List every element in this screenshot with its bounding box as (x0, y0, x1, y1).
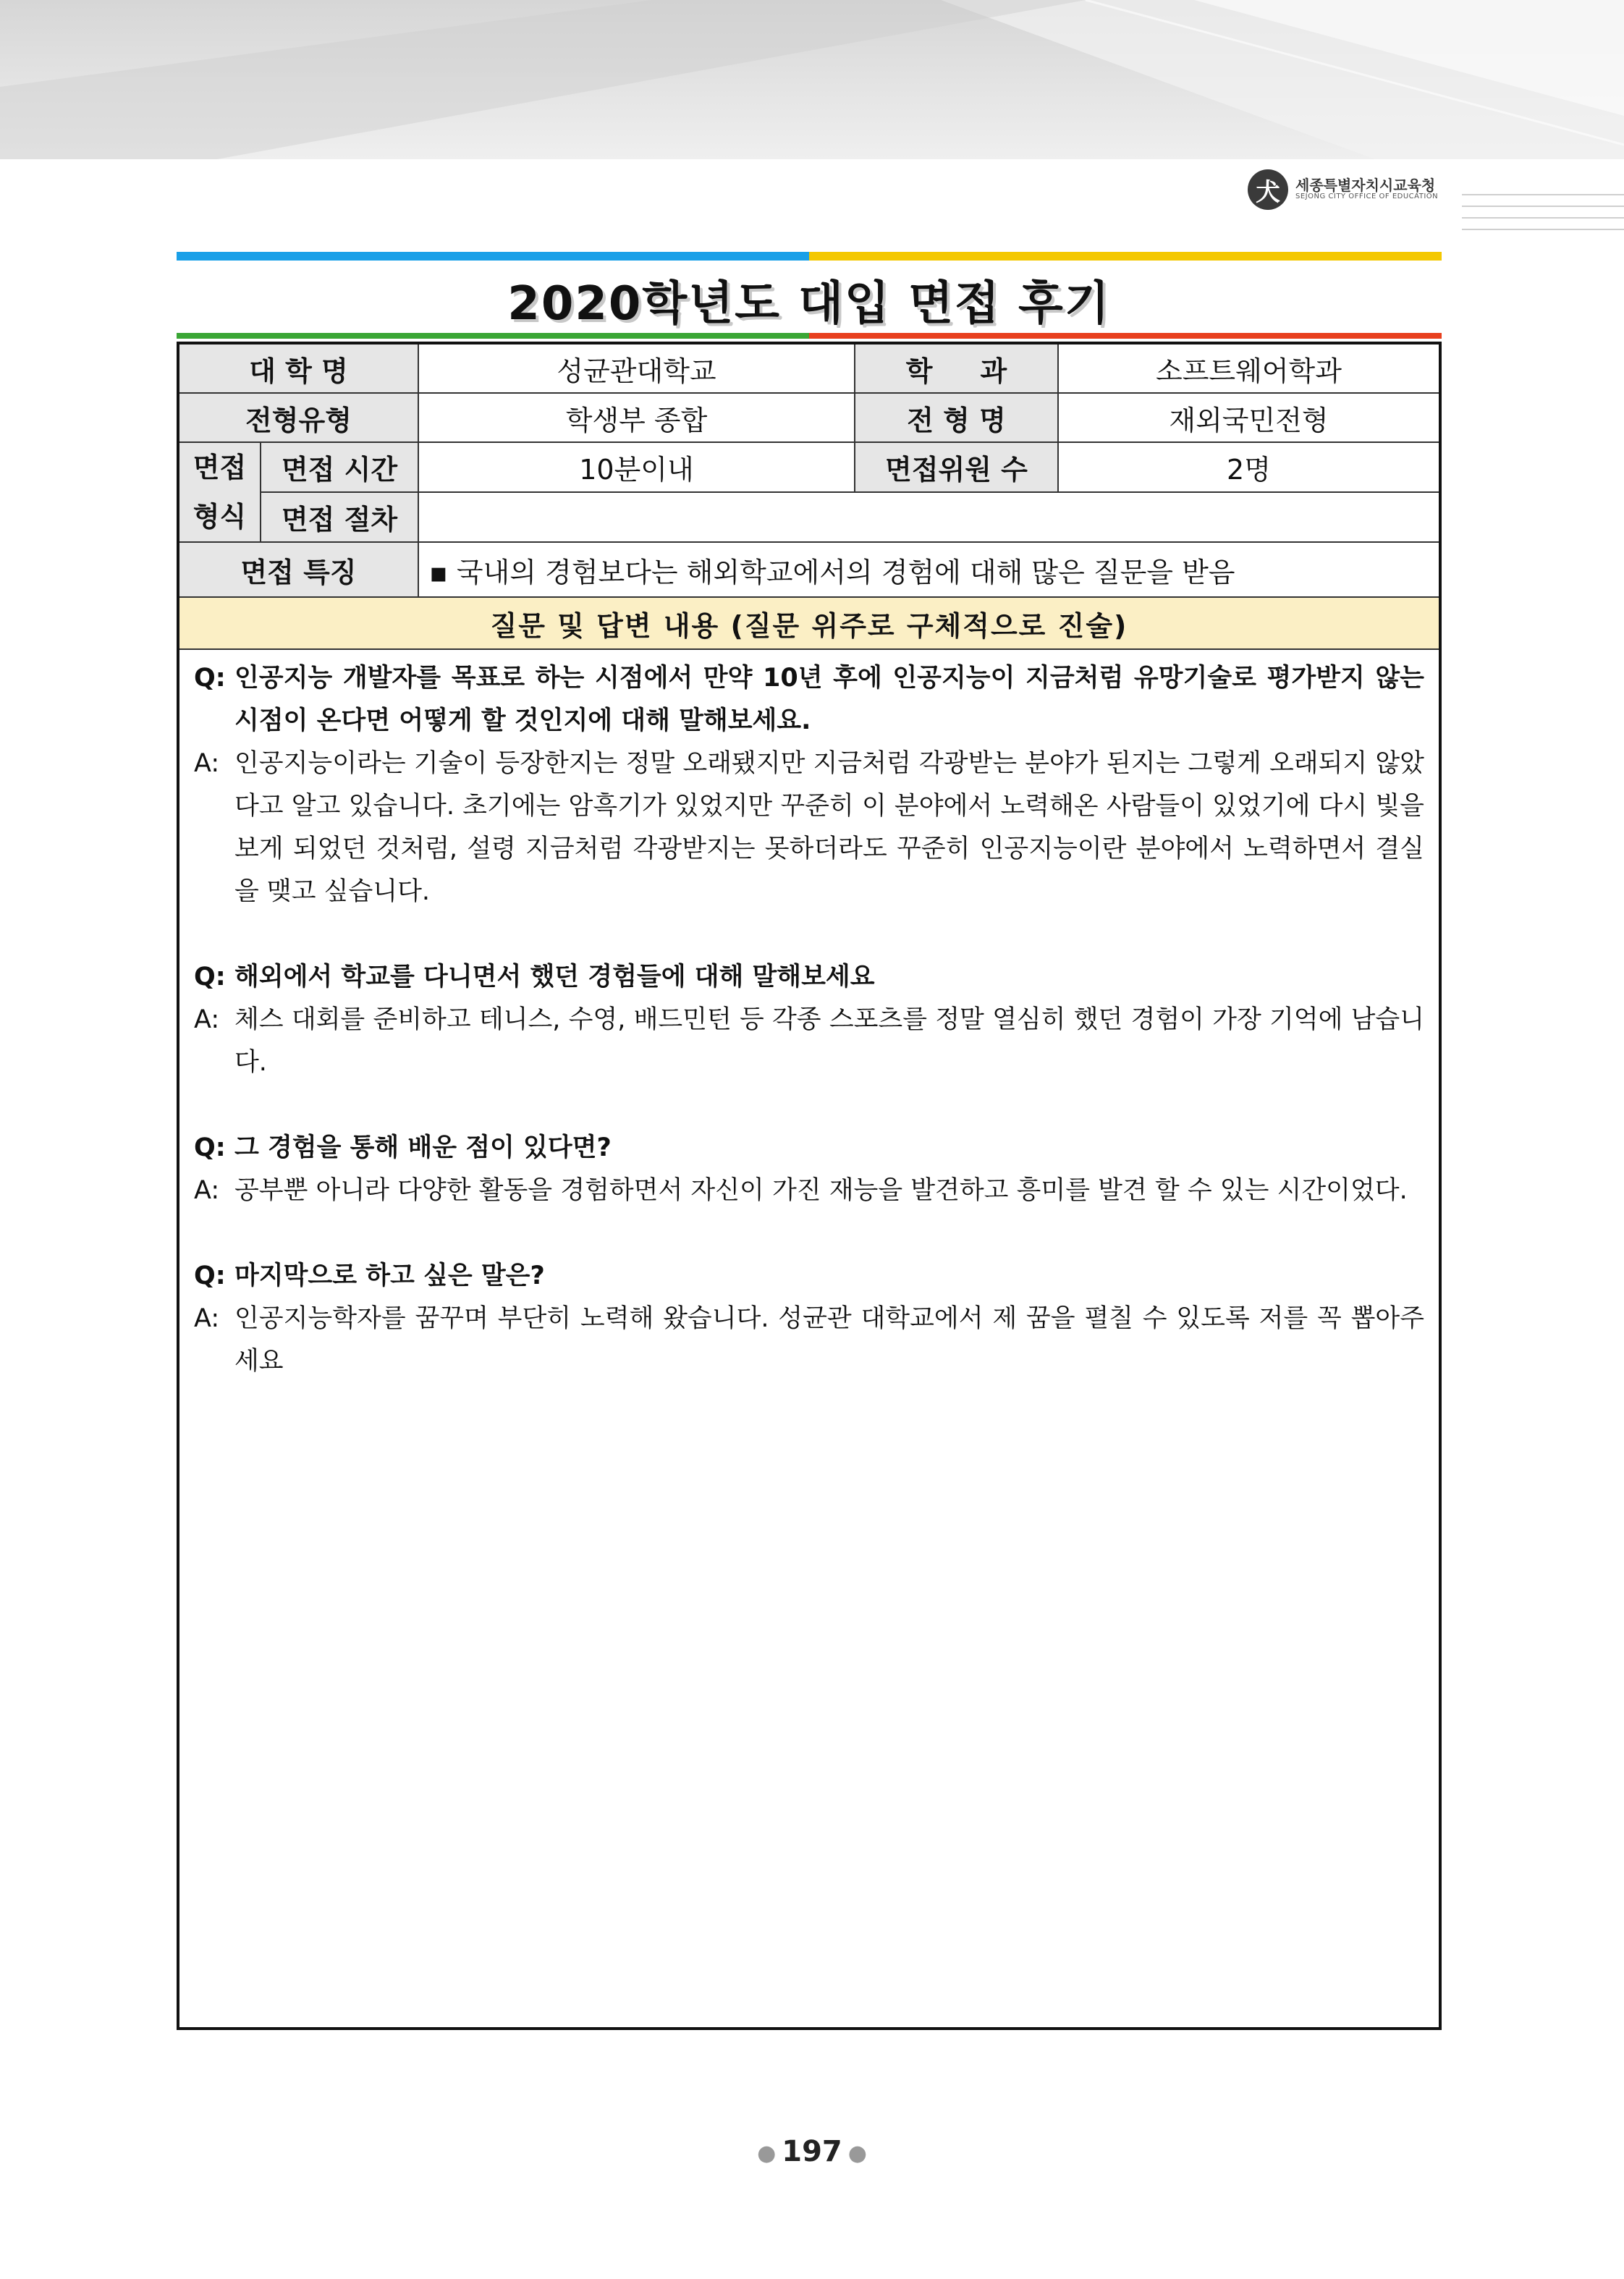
qa-item (194, 956, 1424, 1084)
answer-prefix: A: (194, 1005, 220, 1034)
question (194, 657, 1424, 743)
logo-english-text: SEJONG CITY OFFICE OF EDUCATION (1295, 193, 1439, 201)
logo-korean-text: 세종특별자치시교육청 (1295, 177, 1436, 195)
admission-type-value: 학생부 종합 (418, 393, 855, 442)
bullet-dot-icon: ● (757, 2140, 777, 2166)
question-prefix: Q: (194, 963, 226, 991)
decorative-lines (1462, 194, 1624, 240)
qa-item (194, 1127, 1424, 1212)
question-prefix: Q: (194, 1261, 226, 1290)
qa-item (194, 1255, 1424, 1383)
interview-time-value: 10분이내 (418, 442, 855, 492)
color-bar-top (177, 252, 1442, 261)
answer (194, 743, 1424, 913)
answer-text: 체스 대회를 준비하고 테니스, 수영, 배드민턴 등 각종 스포츠를 정말 열심히 했던 경험이 가장 기억에 남습니다. (234, 1005, 1424, 1077)
interview-feature-label: 면접 특징 (179, 542, 418, 597)
university-label: 대 학 명 (179, 344, 418, 393)
answer (194, 999, 1424, 1084)
qa-list (179, 650, 1439, 1383)
department-value: 소프트웨어학과 (1058, 344, 1439, 393)
answer-prefix: A: (194, 749, 220, 778)
qa-item (194, 657, 1424, 913)
bullet-dot-icon: ● (847, 2140, 867, 2166)
question-prefix: Q: (194, 664, 226, 693)
interview-procedure-value (418, 492, 1439, 542)
interviewers-value: 2명 (1058, 442, 1439, 492)
question (194, 1255, 1424, 1298)
format-label-line2: 형식 (193, 501, 247, 533)
department-label: 학 과 (855, 344, 1058, 393)
answer-prefix: A: (194, 1176, 220, 1205)
question (194, 1127, 1424, 1170)
page-number-text: 197 (782, 2135, 842, 2168)
answer-prefix: A: (194, 1304, 220, 1333)
answer (194, 1298, 1424, 1383)
question-text: 해외에서 학교를 다니면서 했던 경험들에 대해 말해보세요 (234, 963, 875, 991)
page-number (0, 2135, 1624, 2168)
question (194, 956, 1424, 999)
admission-name-label: 전 형 명 (855, 393, 1058, 442)
table-row (179, 393, 1439, 442)
question-text: 그 경험을 통해 배운 점이 있다면? (234, 1133, 612, 1162)
header-decoration (0, 0, 1624, 159)
answer-text: 공부뿐 아니라 다양한 활동을 경험하면서 자신이 가진 재능을 발견하고 흥미를 발견 할 수 있는 시간이었다. (234, 1176, 1408, 1205)
question-text: 마지막으로 하고 싶은 말은? (234, 1261, 545, 1290)
table-row (179, 492, 1439, 542)
header-banner (0, 0, 1624, 159)
interview-format-label (179, 442, 261, 542)
answer (194, 1170, 1424, 1212)
question-text: 인공지능 개발자를 목표로 하는 시점에서 만약 10년 후에 인공지능이 지금처럼 유망기술로 평가받지 않는 시점이 온다면 어떻게 할 것인지에 대해 말해보세요. (234, 664, 1424, 735)
format-label-line1: 면접 (193, 452, 247, 483)
question-prefix: Q: (194, 1133, 226, 1162)
answer-text: 인공지능이라는 기술이 등장한지는 정말 오래됐지만 지금처럼 각광받는 분야가 된지는 그렇게 오래되지 않았다고 알고 있습니다. 초기에는 암흑기가 있었지만 꾸준히 이 분야에서 노력해온 사람들이 있었기에 다시 빛을 보게 되었던 것처럼, 설령 지금처럼 각광받지는 못하더라도 꾸준히 인공지능이란 분야에서 노력하면서 결실을 맺고 싶습니다. (234, 749, 1424, 906)
color-bar-bottom (177, 333, 1442, 339)
admission-name-value: 재외국민전형 (1058, 393, 1439, 442)
table-row (179, 542, 1439, 597)
university-value: 성균관대학교 (418, 344, 855, 393)
table-row (179, 597, 1439, 649)
sejong-office-logo (1248, 168, 1438, 211)
admission-type-label: 전형유형 (179, 393, 418, 442)
interview-review-form (177, 342, 1442, 2030)
table-row (179, 442, 1439, 492)
table-row (179, 344, 1439, 393)
sejong-emblem-icon: 犬 (1248, 169, 1288, 210)
interviewers-label: 면접위원 수 (855, 442, 1058, 492)
interview-procedure-label: 면접 절차 (261, 492, 418, 542)
answer-text: 인공지능학자를 꿈꾸며 부단히 노력해 왔습니다. 성균관 대학교에서 제 꿈을 펼칠 수 있도록 저를 꼭 뽑아주세요 (234, 1304, 1424, 1376)
qa-section-header: 질문 및 답변 내용 (질문 위주로 구체적으로 진술) (179, 597, 1439, 649)
info-table (179, 344, 1439, 650)
interview-time-label: 면접 시간 (261, 442, 418, 492)
page-title: 2020학년도 대입 면접 후기 (507, 277, 1111, 331)
interview-feature-value: ▪ 국내의 경험보다는 해외학교에서의 경험에 대해 많은 질문을 받음 (418, 542, 1439, 597)
